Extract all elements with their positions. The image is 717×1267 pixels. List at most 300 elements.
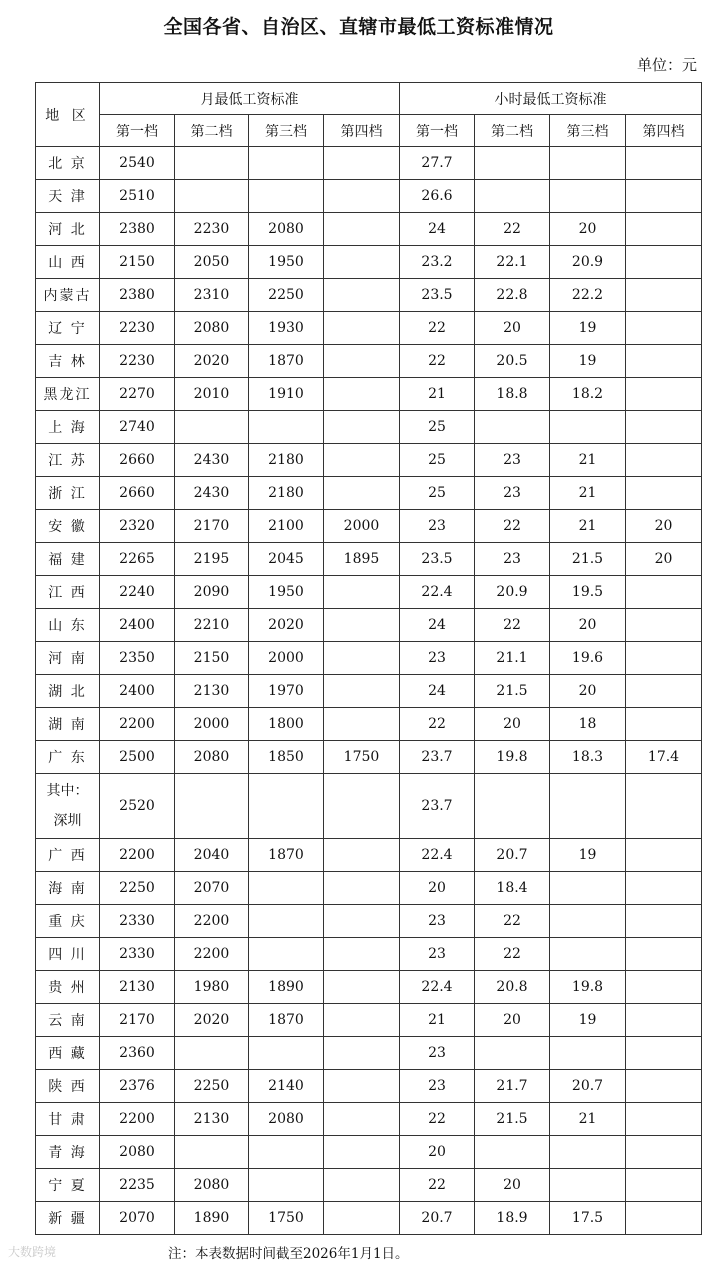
monthly-tier-1-cell: 2320: [100, 510, 175, 543]
monthly-tier-1-cell: 2200: [100, 839, 175, 872]
monthly-tier-1-cell: 2660: [100, 444, 175, 477]
monthly-tier-2-cell: 2020: [175, 1004, 249, 1037]
hourly-tier-3-cell: 18.3: [550, 741, 626, 774]
hourly-tier-2-cell: 21.5: [475, 675, 550, 708]
hourly-tier-2-cell: 20: [475, 1004, 550, 1037]
monthly-tier-1-cell: 2330: [100, 938, 175, 971]
unit-label: 单位：元: [636, 56, 697, 74]
monthly-tier-4-cell: 1750: [324, 741, 400, 774]
hourly-tier-3-cell: 21.5: [550, 543, 626, 576]
hourly-tier-2-cell: [475, 1037, 550, 1070]
monthly-tier-2-cell: [175, 1136, 249, 1169]
monthly-tier-1-cell: 2500: [100, 741, 175, 774]
hourly-tier-3-cell: [550, 1136, 626, 1169]
hourly-tier-3-cell: 21: [550, 1103, 626, 1136]
region-name-cell: 吉 林: [36, 345, 100, 378]
monthly-tier-2-cell: 2195: [175, 543, 249, 576]
hourly-tier-1-cell: 25: [400, 411, 475, 444]
monthly-tier-4-cell: [324, 345, 400, 378]
hourly-tier-4-cell: [626, 1136, 702, 1169]
monthly-tier-3-cell: 1870: [249, 345, 324, 378]
hourly-tier-1-cell: 23: [400, 642, 475, 675]
region-name-cell: 辽 宁: [36, 312, 100, 345]
monthly-tier-2-cell: 2430: [175, 444, 249, 477]
monthly-tier-2-cell: 2010: [175, 378, 249, 411]
hourly-tier-2-cell: 23: [475, 444, 550, 477]
monthly-tier-3-cell: 1950: [249, 576, 324, 609]
monthly-tier-4-cell: [324, 905, 400, 938]
region-name-cell: 广 东: [36, 741, 100, 774]
region-header: 地 区: [36, 83, 100, 147]
table-row: [36, 576, 702, 609]
hourly-tier-4-cell: [626, 477, 702, 510]
monthly-tier-1-cell: 2265: [100, 543, 175, 576]
hourly-tier-2-cell: 22: [475, 905, 550, 938]
monthly-tier-3-cell: [249, 938, 324, 971]
monthly-tier-3-cell: 2080: [249, 213, 324, 246]
hourly-tier-1-cell: 22: [400, 1169, 475, 1202]
page-title: 全国各省、自治区、直辖市最低工资标准情况: [163, 16, 554, 38]
monthly-tier-3-cell: [249, 1169, 324, 1202]
hourly-tier-2-cell: 23: [475, 477, 550, 510]
hourly-tier-4-cell: [626, 642, 702, 675]
hourly-tier-2-cell: 23: [475, 543, 550, 576]
hourly-tier-2-cell: 20: [475, 1169, 550, 1202]
monthly-tier-2-cell: 2150: [175, 642, 249, 675]
monthly-tier-3-cell: 2180: [249, 477, 324, 510]
hourly-tier-2-cell: 22: [475, 510, 550, 543]
monthly-tier-4-cell: [324, 279, 400, 312]
hourly-tier-4-cell: [626, 1103, 702, 1136]
region-name-cell: 江 西: [36, 576, 100, 609]
table-row: [36, 510, 702, 543]
monthly-tier-1-cell: 2350: [100, 642, 175, 675]
monthly-tier-3-cell: 2020: [249, 609, 324, 642]
hourly-tier-2-cell: 18.8: [475, 378, 550, 411]
monthly-tier-3-cell: 1930: [249, 312, 324, 345]
monthly-tier-4-cell: [324, 774, 400, 839]
hourly-tier-3-cell: 19.5: [550, 576, 626, 609]
hourly-tier-3-cell: 20: [550, 609, 626, 642]
table-row: [36, 1103, 702, 1136]
table-row: [36, 345, 702, 378]
hourly-tier-4-cell: [626, 708, 702, 741]
hourly-tier-2-cell: 18.9: [475, 1202, 550, 1235]
hourly-tier-4-cell: [626, 938, 702, 971]
hourly-tier-4-cell: [626, 1169, 702, 1202]
hourly-tier-3-cell: [550, 872, 626, 905]
region-name-cell: 山 东: [36, 609, 100, 642]
monthly-tier-2-header: 第二档: [175, 115, 249, 147]
table-body: [36, 147, 702, 1235]
hourly-header: 小时最低工资标准: [400, 83, 702, 115]
hourly-tier-1-cell: 23: [400, 510, 475, 543]
monthly-tier-1-cell: 2170: [100, 1004, 175, 1037]
hourly-tier-2-cell: 22: [475, 609, 550, 642]
monthly-tier-3-cell: 1970: [249, 675, 324, 708]
monthly-tier-3-header: 第三档: [249, 115, 324, 147]
hourly-tier-1-cell: 24: [400, 213, 475, 246]
hourly-tier-3-cell: 22.2: [550, 279, 626, 312]
hourly-tier-1-cell: 26.6: [400, 180, 475, 213]
monthly-tier-3-cell: 1750: [249, 1202, 324, 1235]
table-row: [36, 312, 702, 345]
hourly-tier-4-cell: [626, 246, 702, 279]
monthly-tier-2-cell: 2130: [175, 675, 249, 708]
hourly-tier-4-cell: [626, 609, 702, 642]
hourly-tier-3-header: 第三档: [550, 115, 626, 147]
hourly-tier-1-cell: 25: [400, 477, 475, 510]
hourly-tier-1-cell: 21: [400, 1004, 475, 1037]
table-row: [36, 246, 702, 279]
monthly-tier-4-cell: [324, 938, 400, 971]
hourly-tier-1-cell: 22.4: [400, 576, 475, 609]
monthly-tier-4-cell: [324, 477, 400, 510]
table-row: [36, 1004, 702, 1037]
table-row: [36, 708, 702, 741]
monthly-tier-1-cell: 2250: [100, 872, 175, 905]
region-name-cell: 宁 夏: [36, 1169, 100, 1202]
hourly-tier-3-cell: 19: [550, 839, 626, 872]
region-name-cell: 上 海: [36, 411, 100, 444]
region-name-cell: 河 南: [36, 642, 100, 675]
monthly-tier-1-cell: 2380: [100, 213, 175, 246]
hourly-tier-2-cell: 21.1: [475, 642, 550, 675]
hourly-tier-1-cell: 23: [400, 1070, 475, 1103]
monthly-tier-4-cell: [324, 1070, 400, 1103]
table-row: [36, 609, 702, 642]
table-row: [36, 1136, 702, 1169]
region-name-cell: 河 北: [36, 213, 100, 246]
monthly-tier-4-cell: [324, 872, 400, 905]
monthly-tier-3-cell: [249, 1037, 324, 1070]
hourly-tier-2-cell: 20.8: [475, 971, 550, 1004]
monthly-tier-2-cell: 2170: [175, 510, 249, 543]
hourly-tier-1-cell: 23.5: [400, 543, 475, 576]
monthly-tier-3-cell: 1910: [249, 378, 324, 411]
monthly-tier-2-cell: 2130: [175, 1103, 249, 1136]
monthly-tier-4-cell: [324, 971, 400, 1004]
hourly-tier-3-cell: 18.2: [550, 378, 626, 411]
monthly-tier-2-cell: 2050: [175, 246, 249, 279]
monthly-tier-4-cell: [324, 675, 400, 708]
table-row: [36, 180, 702, 213]
hourly-tier-4-cell: [626, 905, 702, 938]
hourly-tier-1-cell: 23.7: [400, 741, 475, 774]
hourly-tier-3-cell: [550, 905, 626, 938]
monthly-tier-2-cell: 2040: [175, 839, 249, 872]
monthly-tier-1-cell: 2080: [100, 1136, 175, 1169]
monthly-tier-4-cell: [324, 609, 400, 642]
region-name-cell: 四 川: [36, 938, 100, 971]
hourly-tier-4-cell: 17.4: [626, 741, 702, 774]
hourly-tier-1-header: 第一档: [400, 115, 475, 147]
monthly-tier-1-cell: 2400: [100, 609, 175, 642]
monthly-tier-1-cell: 2200: [100, 708, 175, 741]
monthly-tier-2-cell: [175, 147, 249, 180]
hourly-tier-1-cell: 21: [400, 378, 475, 411]
monthly-tier-4-cell: [324, 576, 400, 609]
monthly-tier-4-cell: [324, 246, 400, 279]
hourly-tier-2-cell: 20.5: [475, 345, 550, 378]
monthly-tier-1-cell: 2270: [100, 378, 175, 411]
region-name-cell: 广 西: [36, 839, 100, 872]
monthly-tier-4-cell: [324, 708, 400, 741]
monthly-tier-2-cell: 2200: [175, 905, 249, 938]
hourly-tier-4-cell: [626, 411, 702, 444]
table-row: [36, 905, 702, 938]
monthly-tier-2-cell: 2080: [175, 1169, 249, 1202]
hourly-tier-2-cell: [475, 1136, 550, 1169]
hourly-tier-3-cell: [550, 411, 626, 444]
hourly-tier-3-cell: 21: [550, 510, 626, 543]
monthly-tier-2-cell: 2020: [175, 345, 249, 378]
monthly-tier-3-cell: 1890: [249, 971, 324, 1004]
watermark: 大数跨境: [8, 1245, 57, 1259]
hourly-tier-1-cell: 20: [400, 872, 475, 905]
hourly-tier-4-cell: [626, 839, 702, 872]
hourly-tier-1-cell: 20.7: [400, 1202, 475, 1235]
monthly-tier-2-cell: 2090: [175, 576, 249, 609]
table-row: [36, 938, 702, 971]
hourly-tier-2-cell: 20: [475, 312, 550, 345]
hourly-tier-1-cell: 23: [400, 938, 475, 971]
monthly-tier-2-cell: 2250: [175, 1070, 249, 1103]
hourly-tier-4-cell: [626, 872, 702, 905]
region-name-cell: 云 南: [36, 1004, 100, 1037]
hourly-tier-1-cell: 22: [400, 708, 475, 741]
hourly-tier-2-cell: [475, 411, 550, 444]
hourly-tier-1-cell: 23: [400, 905, 475, 938]
monthly-tier-3-cell: 2180: [249, 444, 324, 477]
table-row: [36, 411, 702, 444]
hourly-tier-1-cell: 22: [400, 312, 475, 345]
hourly-tier-4-cell: [626, 1202, 702, 1235]
hourly-tier-3-cell: 17.5: [550, 1202, 626, 1235]
hourly-tier-4-cell: [626, 345, 702, 378]
monthly-tier-4-cell: 1895: [324, 543, 400, 576]
monthly-header: 月最低工资标准: [100, 83, 400, 115]
monthly-tier-3-cell: [249, 411, 324, 444]
hourly-tier-2-cell: 19.8: [475, 741, 550, 774]
monthly-tier-2-cell: 1980: [175, 971, 249, 1004]
table-row: [36, 1202, 702, 1235]
monthly-tier-4-cell: [324, 1202, 400, 1235]
monthly-tier-1-cell: 2240: [100, 576, 175, 609]
region-name-cell: 湖 南: [36, 708, 100, 741]
monthly-tier-2-cell: 2310: [175, 279, 249, 312]
monthly-tier-2-cell: 2080: [175, 741, 249, 774]
table-row: [36, 1037, 702, 1070]
table-row: [36, 774, 702, 839]
hourly-tier-2-cell: 20.7: [475, 839, 550, 872]
hourly-tier-1-cell: 24: [400, 609, 475, 642]
hourly-tier-2-cell: [475, 774, 550, 839]
hourly-tier-4-cell: [626, 312, 702, 345]
hourly-tier-3-cell: 20.7: [550, 1070, 626, 1103]
region-name-cell: 天 津: [36, 180, 100, 213]
hourly-tier-1-cell: 23.5: [400, 279, 475, 312]
hourly-tier-1-cell: 22.4: [400, 971, 475, 1004]
monthly-tier-1-cell: 2130: [100, 971, 175, 1004]
hourly-tier-1-cell: 23.7: [400, 774, 475, 839]
hourly-tier-3-cell: [550, 1037, 626, 1070]
hourly-tier-4-header: 第四档: [626, 115, 702, 147]
hourly-tier-3-cell: 19.8: [550, 971, 626, 1004]
hourly-tier-4-cell: [626, 180, 702, 213]
monthly-tier-1-cell: 2540: [100, 147, 175, 180]
footnote: 注：本表数据时间截至2026年1月1日。: [168, 1246, 409, 1262]
monthly-tier-3-cell: [249, 1136, 324, 1169]
region-name-cell: 海 南: [36, 872, 100, 905]
table-row: [36, 741, 702, 774]
monthly-tier-1-cell: 2520: [100, 774, 175, 839]
hourly-tier-4-cell: [626, 147, 702, 180]
monthly-tier-3-cell: [249, 147, 324, 180]
table-row: [36, 1169, 702, 1202]
hourly-tier-4-cell: [626, 378, 702, 411]
monthly-tier-2-cell: 2230: [175, 213, 249, 246]
hourly-tier-3-cell: 19.6: [550, 642, 626, 675]
monthly-tier-2-cell: 2080: [175, 312, 249, 345]
region-name-cell: 安 徽: [36, 510, 100, 543]
monthly-tier-3-cell: 1950: [249, 246, 324, 279]
hourly-tier-4-cell: [626, 1070, 702, 1103]
table-row: [36, 543, 702, 576]
region-name-cell: 青 海: [36, 1136, 100, 1169]
hourly-tier-4-cell: [626, 444, 702, 477]
hourly-tier-3-cell: 20.9: [550, 246, 626, 279]
hourly-tier-1-cell: 22.4: [400, 839, 475, 872]
sub-region-name: 深圳: [53, 813, 82, 829]
hourly-tier-3-cell: 19: [550, 1004, 626, 1037]
monthly-tier-1-cell: 2400: [100, 675, 175, 708]
monthly-tier-3-cell: 2100: [249, 510, 324, 543]
monthly-tier-3-cell: [249, 872, 324, 905]
monthly-tier-3-cell: [249, 180, 324, 213]
monthly-tier-1-cell: 2330: [100, 905, 175, 938]
monthly-tier-2-cell: [175, 411, 249, 444]
hourly-tier-3-cell: [550, 774, 626, 839]
region-name-cell: 贵 州: [36, 971, 100, 1004]
monthly-tier-3-cell: 2140: [249, 1070, 324, 1103]
monthly-tier-2-cell: [175, 180, 249, 213]
hourly-tier-4-cell: [626, 279, 702, 312]
monthly-tier-1-cell: 2200: [100, 1103, 175, 1136]
hourly-tier-2-cell: 21.5: [475, 1103, 550, 1136]
monthly-tier-4-cell: [324, 1004, 400, 1037]
monthly-tier-1-cell: 2230: [100, 345, 175, 378]
monthly-tier-4-cell: [324, 213, 400, 246]
region-name-cell: 江 苏: [36, 444, 100, 477]
monthly-tier-2-cell: 1890: [175, 1202, 249, 1235]
region-name-cell: 内蒙古: [36, 279, 100, 312]
table-row: [36, 1070, 702, 1103]
monthly-tier-3-cell: 2045: [249, 543, 324, 576]
hourly-tier-2-cell: 22.1: [475, 246, 550, 279]
hourly-tier-1-cell: 23: [400, 1037, 475, 1070]
region-name-cell: 重 庆: [36, 905, 100, 938]
monthly-tier-3-cell: [249, 905, 324, 938]
table-row: [36, 444, 702, 477]
table-row: [36, 675, 702, 708]
hourly-tier-2-header: 第二档: [475, 115, 550, 147]
table-row: [36, 971, 702, 1004]
hourly-tier-4-cell: [626, 576, 702, 609]
hourly-tier-1-cell: 23.2: [400, 246, 475, 279]
table-row: [36, 279, 702, 312]
hourly-tier-4-cell: [626, 1004, 702, 1037]
hourly-tier-4-cell: [626, 774, 702, 839]
monthly-tier-4-cell: [324, 1103, 400, 1136]
hourly-tier-1-cell: 22: [400, 1103, 475, 1136]
monthly-tier-3-cell: 2000: [249, 642, 324, 675]
monthly-tier-1-cell: 2376: [100, 1070, 175, 1103]
table-row: [36, 213, 702, 246]
region-name-cell: 新 疆: [36, 1202, 100, 1235]
region-name-cell: 山 西: [36, 246, 100, 279]
table-row: [36, 839, 702, 872]
hourly-tier-2-cell: 22: [475, 938, 550, 971]
table-row: [36, 872, 702, 905]
hourly-tier-1-cell: 24: [400, 675, 475, 708]
region-name-cell: 浙 江: [36, 477, 100, 510]
region-name-cell: 湖 北: [36, 675, 100, 708]
region-name-cell: [36, 774, 100, 839]
hourly-tier-3-cell: [550, 180, 626, 213]
monthly-tier-2-cell: [175, 1037, 249, 1070]
monthly-tier-1-cell: 2740: [100, 411, 175, 444]
hourly-tier-2-cell: 20.9: [475, 576, 550, 609]
monthly-tier-1-cell: 2660: [100, 477, 175, 510]
monthly-tier-3-cell: 1800: [249, 708, 324, 741]
hourly-tier-2-cell: 21.7: [475, 1070, 550, 1103]
monthly-tier-4-cell: [324, 312, 400, 345]
hourly-tier-2-cell: 18.4: [475, 872, 550, 905]
hourly-tier-3-cell: 21: [550, 444, 626, 477]
hourly-tier-3-cell: 19: [550, 345, 626, 378]
monthly-tier-1-cell: 2510: [100, 180, 175, 213]
hourly-tier-3-cell: 21: [550, 477, 626, 510]
region-name-cell: 北 京: [36, 147, 100, 180]
hourly-tier-2-cell: 22: [475, 213, 550, 246]
region-name-cell: 陕 西: [36, 1070, 100, 1103]
table-row: [36, 642, 702, 675]
monthly-tier-4-cell: [324, 1169, 400, 1202]
monthly-tier-4-cell: [324, 1136, 400, 1169]
monthly-tier-1-cell: 2380: [100, 279, 175, 312]
monthly-tier-3-cell: [249, 774, 324, 839]
monthly-tier-4-cell: [324, 1037, 400, 1070]
monthly-tier-4-cell: [324, 839, 400, 872]
monthly-tier-1-cell: 2360: [100, 1037, 175, 1070]
region-name-cell: 西 藏: [36, 1037, 100, 1070]
monthly-tier-4-cell: [324, 411, 400, 444]
hourly-tier-4-cell: [626, 1037, 702, 1070]
hourly-tier-4-cell: 20: [626, 543, 702, 576]
hourly-tier-4-cell: [626, 213, 702, 246]
monthly-tier-4-cell: [324, 642, 400, 675]
table-row: [36, 147, 702, 180]
monthly-tier-4-cell: [324, 147, 400, 180]
hourly-tier-3-cell: 20: [550, 675, 626, 708]
monthly-tier-1-cell: 2070: [100, 1202, 175, 1235]
hourly-tier-1-cell: 20: [400, 1136, 475, 1169]
monthly-tier-4-cell: [324, 444, 400, 477]
monthly-tier-2-cell: 2210: [175, 609, 249, 642]
monthly-tier-4-cell: [324, 180, 400, 213]
monthly-tier-3-cell: 2080: [249, 1103, 324, 1136]
